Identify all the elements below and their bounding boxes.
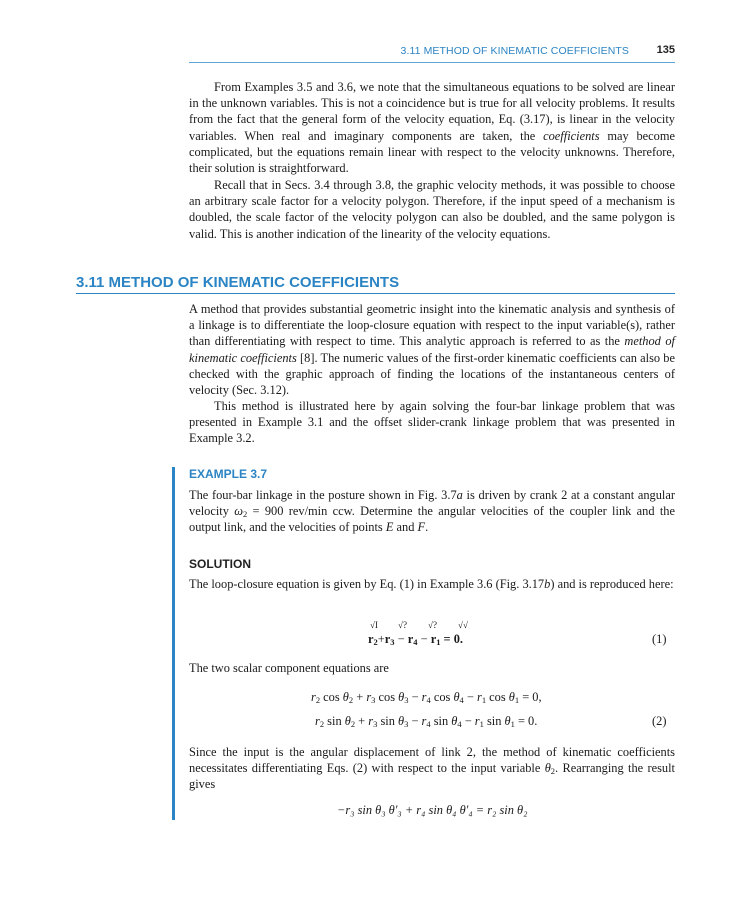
- running-header: [189, 44, 675, 63]
- eq2-line1-end: = 0,: [519, 690, 542, 704]
- equation-3: −r₃ sin θ₃ θ′₃ + r₄ sin θ₄ θ′₄ = r₂ sin θ₂: [337, 803, 528, 817]
- eq2-line2-term-0: $r_2$ $\sin \theta_2$: [315, 714, 356, 729]
- page-number: 135: [656, 44, 675, 56]
- intro-paragraph-1: From Examples 3.5 and 3.6, we note that the simultaneous equations to be solved are linear in the unknown variables. This is not a coincidence but is true for all velocity problems. It results from the fact that the general form of the velocity equation, Eq. (3.17), is linear in the velocity variables. When real and imaginary components are taken, the coefficients may become complicated, but the equations remain linear with respect to the velocity unknowns. Therefore, their solution is straightforward.: [189, 80, 675, 176]
- eq2-line2-end: = 0.: [514, 714, 538, 728]
- eq2-line1-term-3: − $r_1$ $\cos \theta_1$: [463, 690, 520, 705]
- eq1-mark-r1: √√: [458, 620, 468, 630]
- intro-paragraph-2: Recall that in Secs. 3.4 through 3.8, the graphic velocity methods, it was possible to choose an arbitrary scale factor for a velocity polygon. Therefore, if the input speed of a mechanism is doubled, the scale factor of the velocity polygon can also be doubled, and the same polygon is valid. This is another indication of the linearity of the velocity equations.: [189, 178, 675, 241]
- section-paragraph-1: A method that provides substantial geometric insight into the kinematic analysis and synthesis of a linkage is to differentiate the loop-closure equation with respect to the input variable(s), rather than differentiating with respect to time. This analytic approach is referred to as the method of kinematic coefficients [8]. The numeric values of the first-order kinematic coefficients can also be checked with the graphic approach of finding the locations of the instantaneous centers of velocity (Sec. 3.12).: [189, 302, 676, 398]
- eq1-vector-r1: $r_1$: [430, 632, 441, 647]
- eq1-mark-r2: √I: [370, 620, 378, 630]
- eq1-vector-r2: $r_2$: [368, 632, 378, 647]
- closing-paragraph: Since the input is the angular displacement of link 2, the method of kinematic coefficients necessitates differentiating Eqs. (2) with respect to the input variable $\theta_2$. Rearranging the result gives: [189, 745, 675, 792]
- scalar-intro: The two scalar component equations are: [189, 661, 389, 675]
- running-title: 3.11 METHOD OF KINEMATIC COEFFICIENTS: [400, 45, 629, 57]
- eq2-line2-term-3: − $r_1$ $\sin \theta_1$: [461, 714, 515, 729]
- eq1-mark-r4: √?: [428, 620, 437, 630]
- section-paragraph-2: This method is illustrated here by again solving the four-bar linkage problem that was presented in Example 3.1 and the offset slider-crank linkage problem that was presented in Example 3.2.: [189, 399, 675, 446]
- example-sidebar-rule: [172, 467, 175, 820]
- eq1-mark-r3: √?: [398, 620, 407, 630]
- eq2-line1-term-2: − $r_4$ $\cos \theta_4$: [408, 690, 464, 705]
- eq2-line2-term-1: + $r_3$ $\sin \theta_3$: [355, 714, 409, 729]
- eq1-vector-r3: $r_3$: [384, 632, 395, 647]
- section-heading: [76, 273, 675, 294]
- emphasis-coefficients: coefficients: [543, 128, 600, 143]
- section-title: 3.11 METHOD OF KINEMATIC COEFFICIENTS: [76, 274, 400, 291]
- eq2-line1-term-0: $r_2$ $\cos \theta_2$: [311, 690, 354, 705]
- solution-paragraph: The loop-closure equation is given by Eq. (1) in Example 3.6 (Fig. 3.17b) and is reproduced here:: [189, 577, 674, 591]
- example-title: EXAMPLE 3.7: [189, 467, 268, 481]
- equation-2-line-1: [311, 690, 542, 705]
- equation-1-number: (1): [652, 632, 667, 646]
- eq2-line2-term-2: − $r_4$ $\sin \theta_4$: [408, 714, 462, 729]
- example-statement: The four-bar linkage in the posture shown in Fig. 3.7a is driven by crank 2 at a constant angular velocity $\omega_2 = 900$ rev/min ccw. Determine the angular velocities of the coupler link and the output link, and the velocities of points E and F.: [189, 488, 675, 535]
- equation-2-line-2: [315, 714, 537, 729]
- equation-2-number: (2): [652, 714, 667, 728]
- eq2-line1-term-1: + $r_3$ $\cos \theta_3$: [353, 690, 409, 705]
- solution-title: SOLUTION: [189, 557, 251, 571]
- emphasis-method: method of kinematic coefficients: [189, 334, 675, 365]
- eq1-vector-r4: $r_4$: [407, 632, 418, 647]
